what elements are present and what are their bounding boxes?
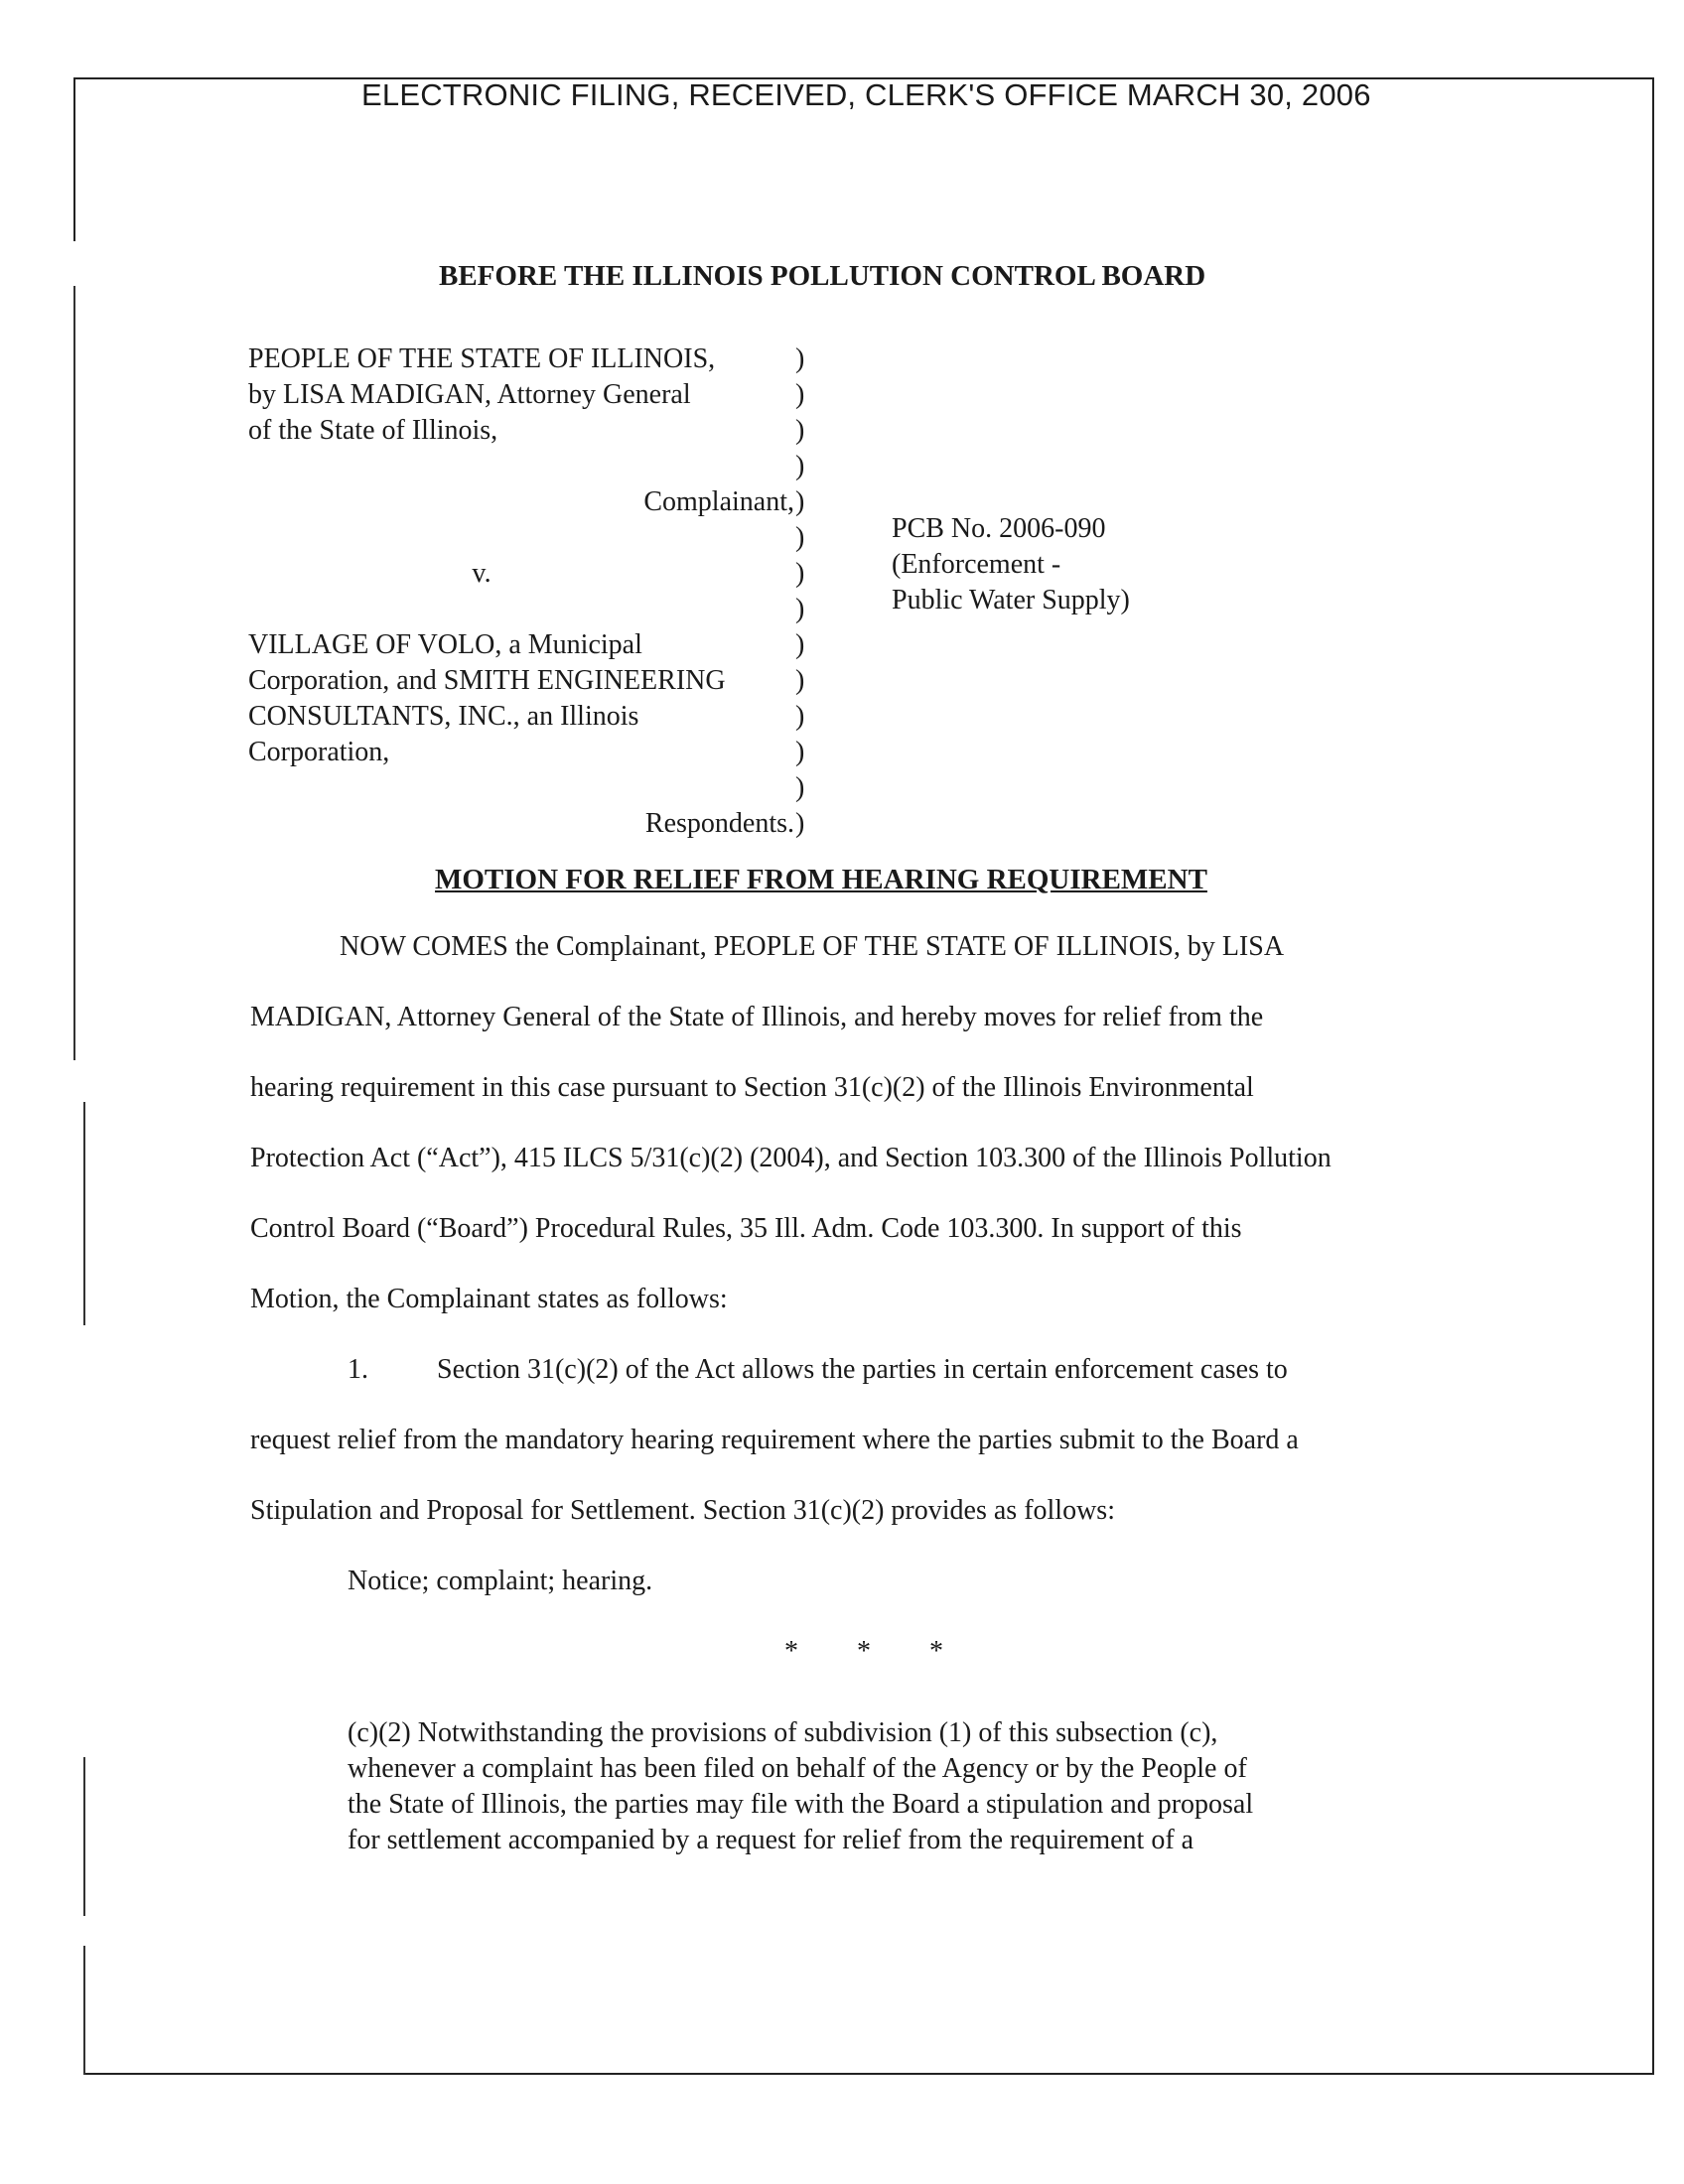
quote-line: (c)(2) Notwithstanding the provisions of subdivision (1) of this subsection (c), xyxy=(348,1717,1218,1748)
page-border-left xyxy=(83,1757,85,1916)
quote-line: for settlement accompanied by a request for relief from the requirement of a xyxy=(348,1825,1194,1855)
versus-label: v. xyxy=(472,558,491,589)
caption-paren: ) xyxy=(795,343,805,374)
caption-paren: ) xyxy=(795,629,805,660)
quote-heading: Notice; complaint; hearing. xyxy=(348,1566,653,1596)
caption-paren: ) xyxy=(795,522,805,553)
case-info xyxy=(892,511,1130,618)
respondent-line: VILLAGE OF VOLO, a Municipal xyxy=(248,629,642,660)
body-line: hearing requirement in this case pursuant to Section 31(c)(2) of the Illinois Environmental xyxy=(250,1072,1254,1103)
caption-paren: ) xyxy=(795,379,805,410)
blank-line xyxy=(248,770,804,806)
body-line: Protection Act (“Act”), 415 ILCS 5/31(c)(2) (2004), and Section 103.300 of the Illinois Pollution xyxy=(250,1143,1332,1173)
blank-line xyxy=(248,449,804,484)
quote-line: whenever a complaint has been filed on behalf of the Agency or by the People of xyxy=(348,1753,1247,1784)
statute-quote xyxy=(348,1715,1390,1858)
page-border-right xyxy=(1652,77,1654,2075)
caption-paren: ) xyxy=(795,486,805,517)
ellipsis-stars: * * * xyxy=(784,1636,969,1667)
body-line: NOW COMES the Complainant, PEOPLE OF THE STATE OF ILLINOIS, by LISA xyxy=(340,931,1285,962)
page-border-left xyxy=(83,1946,85,2075)
case-number: PCB No. 2006-090 xyxy=(892,513,1106,544)
page-border-left xyxy=(73,77,75,241)
body-line: Stipulation and Proposal for Settlement. Section 31(c)(2) provides as follows: xyxy=(250,1495,1115,1526)
quote-line: the State of Illinois, the parties may file with the Board a stipulation and proposal xyxy=(348,1789,1254,1820)
paragraph-number: 1. xyxy=(348,1354,368,1385)
motion-title: MOTION FOR RELIEF FROM HEARING REQUIREMENT xyxy=(435,864,1207,895)
body-line: MADIGAN, Attorney General of the State of Illinois, and hereby moves for relief from the xyxy=(250,1002,1264,1032)
numbered-paragraph xyxy=(250,1354,1288,1386)
case-type: Public Water Supply) xyxy=(892,585,1130,615)
complainant-role: Complainant, xyxy=(643,486,794,517)
body-line: Control Board (“Board”) Procedural Rules, 35 Ill. Adm. Code 103.300. In support of this xyxy=(250,1213,1242,1244)
filing-stamp: ELECTRONIC FILING, RECEIVED, CLERK'S OFFICE MARCH 30, 2006 xyxy=(361,77,1371,112)
complainant-line: of the State of Illinois, xyxy=(248,415,498,446)
blank-line xyxy=(248,520,804,556)
body-line: Section 31(c)(2) of the Act allows the parties in certain enforcement cases to xyxy=(437,1354,1288,1385)
caption-paren: ) xyxy=(795,451,805,481)
caption-paren: ) xyxy=(795,665,805,696)
respondent-line: Corporation, and SMITH ENGINEERING xyxy=(248,665,726,696)
caption-paren: ) xyxy=(795,415,805,446)
blank-line xyxy=(248,592,804,627)
caption-paren: ) xyxy=(795,594,805,624)
respondent-line: CONSULTANTS, INC., an Illinois xyxy=(248,701,639,732)
case-type: (Enforcement - xyxy=(892,549,1061,580)
caption-paren: ) xyxy=(795,558,805,589)
caption-paren: ) xyxy=(795,772,805,803)
respondent-role: Respondents. xyxy=(644,808,794,839)
complainant-line: PEOPLE OF THE STATE OF ILLINOIS, xyxy=(248,343,716,374)
caption-paren: ) xyxy=(795,701,805,732)
page-border-bottom xyxy=(83,2073,1654,2075)
body-line: request relief from the mandatory hearing requirement where the parties submit to the Board a xyxy=(250,1425,1299,1455)
case-caption xyxy=(248,341,804,842)
court-title: BEFORE THE ILLINOIS POLLUTION CONTROL BOARD xyxy=(439,260,1206,292)
respondent-line: Corporation, xyxy=(248,737,390,767)
caption-paren: ) xyxy=(795,808,805,839)
caption-paren-column xyxy=(795,341,804,842)
page-border-left xyxy=(83,1102,85,1325)
caption-paren: ) xyxy=(795,737,805,767)
page-border-left xyxy=(73,286,75,1060)
body-line: Motion, the Complainant states as follows: xyxy=(250,1284,728,1314)
complainant-line: by LISA MADIGAN, Attorney General xyxy=(248,379,691,410)
